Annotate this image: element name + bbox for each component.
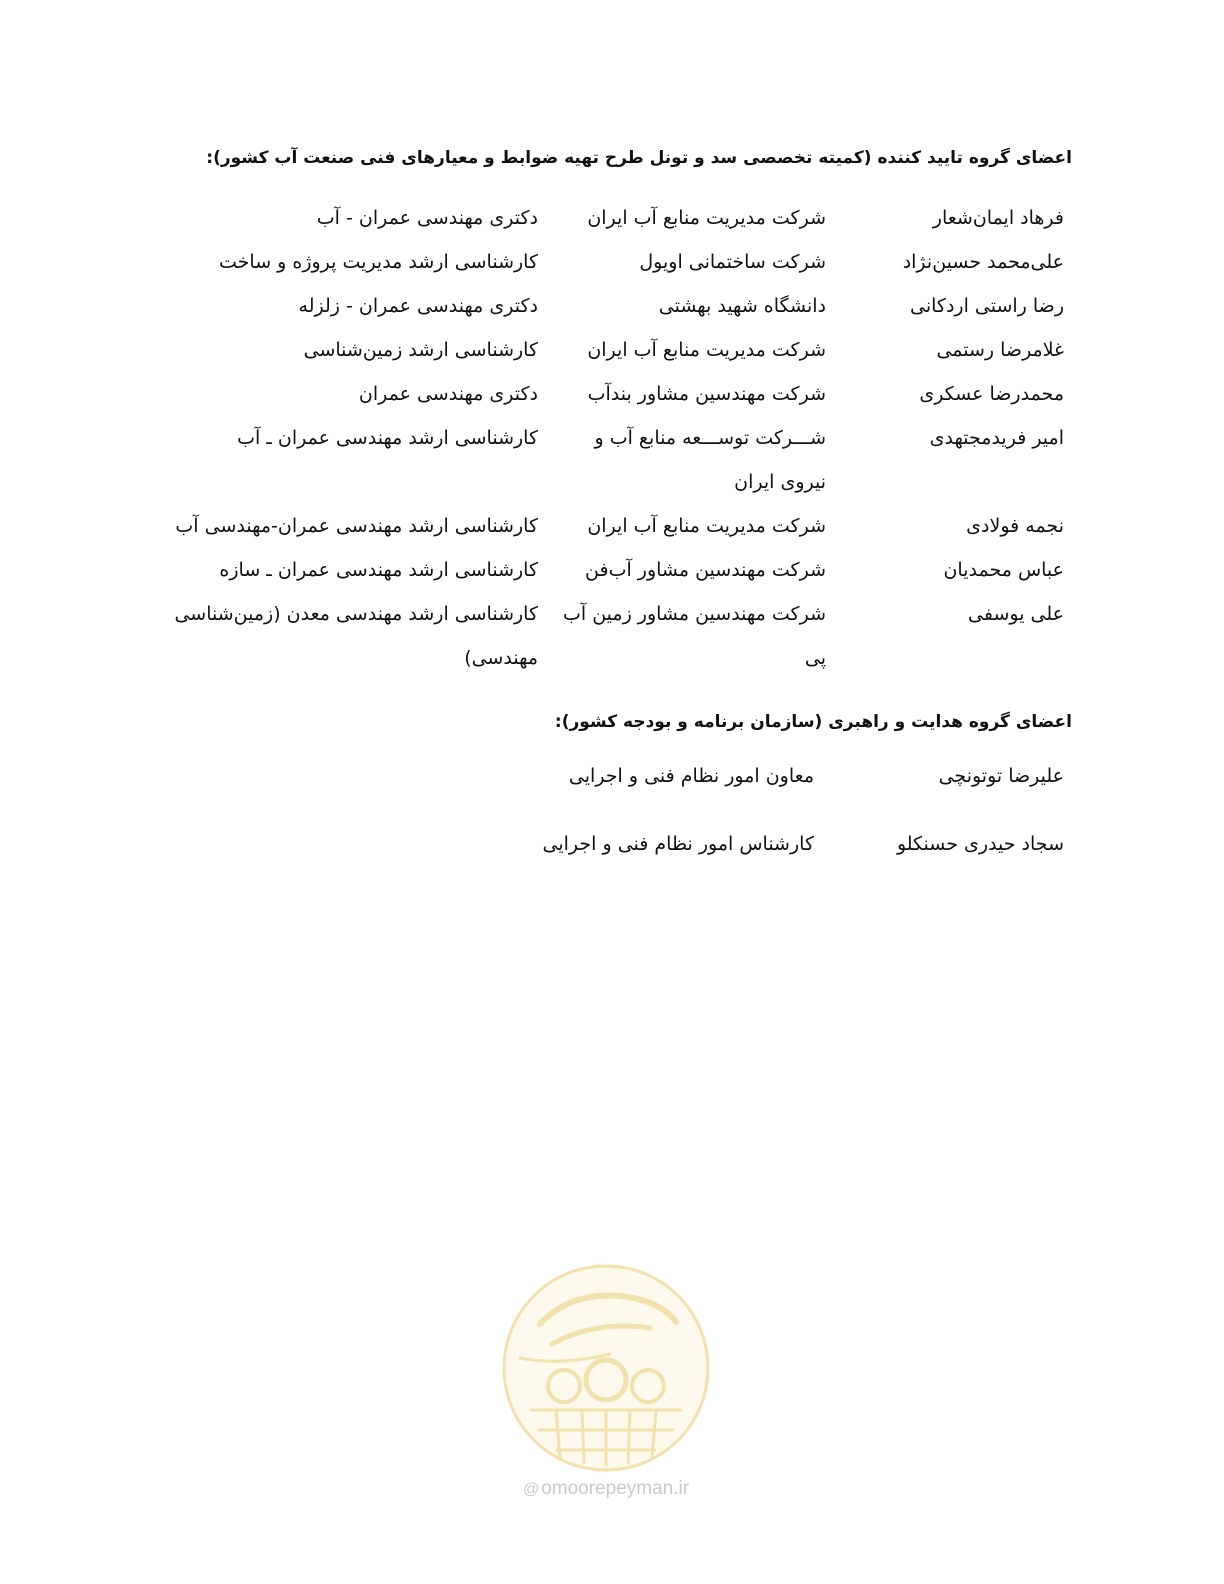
member-name: علی یوسفی xyxy=(968,603,1064,625)
member-organization: شرکت مدیریت منابع آب ایران xyxy=(587,515,826,537)
member-row xyxy=(150,504,1064,548)
member-position: معاون امور نظام فنی و اجرایی xyxy=(568,765,814,787)
member-degree: کارشناسی ارشد مهندسی عمران ـ آب xyxy=(237,427,538,449)
member-organization: شرکت مهندسین مشاور آب‌فن xyxy=(585,559,826,581)
member-row xyxy=(150,372,1064,416)
member-degree: کارشناسی ارشد مدیریت پروژه و ساخت xyxy=(219,251,538,273)
watermark-logo xyxy=(500,1262,712,1474)
member-row xyxy=(150,284,1064,328)
member-name: فرهاد ایمان‌شعار xyxy=(932,207,1064,229)
member-degree: دکتری مهندسی عمران - زلزله xyxy=(298,295,538,317)
member-row xyxy=(150,328,1064,372)
member-degree: کارشناسی ارشد زمین‌شناسی xyxy=(303,339,538,361)
member-position: کارشناس امور نظام فنی و اجرایی xyxy=(542,833,814,855)
member-organization: شرکت مهندسین مشاور بندآب xyxy=(587,383,826,405)
approval-group-heading: اعضای گروه تایید کننده (کمیته تخصصی سد و تونل طرح تهیه ضوابط و معیارهای فنی صنعت آب کشور): xyxy=(206,148,1072,168)
member-name: علیرضا توتونچی xyxy=(938,765,1064,787)
member-degree: کارشناسی ارشد مهندسی معدن (زمین‌شناسی مهندسی) xyxy=(174,603,538,669)
member-row xyxy=(150,760,1064,792)
member-row xyxy=(150,240,1064,284)
member-organization: شـــرکت توســـعه منابع آب و نیروی ایران xyxy=(594,427,826,493)
member-name: امیر فریدمجتهدی xyxy=(929,427,1064,449)
guidance-group-heading: اعضای گروه هدایت و راهبری (سازمان برنامه و بودجه کشور): xyxy=(554,712,1072,732)
member-degree: دکتری مهندسی عمران xyxy=(358,383,538,405)
member-row xyxy=(150,592,1064,680)
member-row xyxy=(150,416,1064,504)
member-degree: کارشناسی ارشد مهندسی عمران-مهندسی آب xyxy=(175,515,538,537)
member-name: نجمه فولادی xyxy=(966,515,1064,537)
approval-group-members xyxy=(150,196,1064,680)
member-organization: دانشگاه شهید بهشتی xyxy=(658,295,826,317)
watermark-url: @ omoorepeyman.ir xyxy=(522,1478,690,1499)
member-organization: شرکت مدیریت منابع آب ایران xyxy=(587,207,826,229)
member-row xyxy=(150,548,1064,592)
member-name: عباس محمدیان xyxy=(943,559,1064,581)
guidance-group-members xyxy=(150,760,1064,896)
member-row xyxy=(150,196,1064,240)
member-organization: شرکت مدیریت منابع آب ایران xyxy=(587,339,826,361)
member-row xyxy=(150,828,1064,860)
member-name: سجاد حیدری حسنکلو xyxy=(896,833,1064,855)
member-degree: کارشناسی ارشد مهندسی عمران ـ سازه xyxy=(219,559,538,581)
member-name: رضا راستی اردکانی xyxy=(910,295,1064,317)
member-organization: شرکت ساختمانی اویول xyxy=(639,251,826,273)
member-name: علی‌محمد حسین‌نژاد xyxy=(902,251,1064,273)
member-organization: شرکت مهندسین مشاور زمین آب پی xyxy=(562,603,826,669)
member-name: غلامرضا رستمی xyxy=(936,339,1064,361)
member-name: محمدرضا عسکری xyxy=(919,383,1064,405)
member-degree: دکتری مهندسی عمران - آب xyxy=(316,207,538,229)
at-icon: @ xyxy=(522,1481,540,1498)
